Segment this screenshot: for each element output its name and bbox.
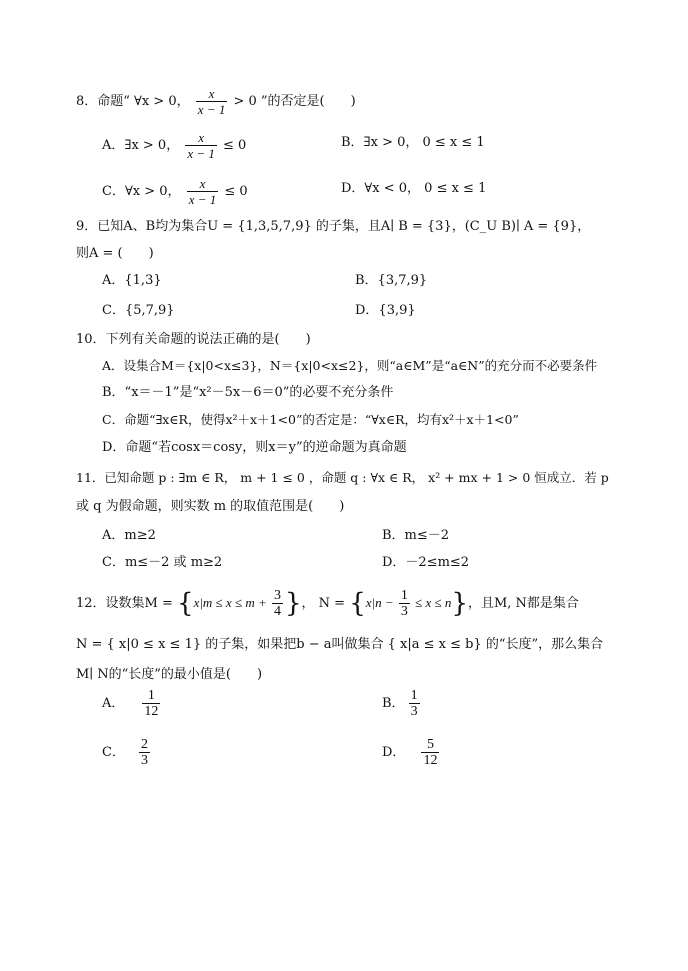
q11-stem-line1: 11．已知命题 p : ∃m ∈ R， m + 1 ≤ 0 ，命题 q : ∀x ∈ R， x² + mx + 1 > 0 恒成立．若 p [76, 470, 609, 485]
q9-option-b: B．{3,7,9} [355, 273, 428, 288]
q12-optC-label: C． [102, 745, 125, 760]
q9-option-d: D．{3,9} [355, 303, 416, 318]
q12-optA-fraction [142, 688, 160, 719]
q8-optA-pre: A．∃x > 0， [102, 138, 184, 153]
q9-stem-line2: 则A = ( ) [76, 246, 154, 261]
q8-optA-den: x − 1 [187, 146, 215, 161]
q12-N-open-brace: { [349, 588, 366, 619]
q12-stem-line2: N = { x|0 ≤ x ≤ 1} 的子集，如果把b − a叫做集合 { x|a ≤ x ≤ b} 的“长度”，那么集合 [76, 637, 604, 652]
q12-optC-num: 2 [140, 737, 148, 752]
q8-stem-post: > 0 ”的否定是( ) [229, 94, 356, 109]
q8-optC-den: x − 1 [188, 192, 217, 207]
q8-option-a [102, 130, 246, 161]
q12-option-c [102, 737, 152, 768]
q12-optD-num: 5 [421, 737, 439, 753]
q8-optC-num: x [187, 176, 219, 192]
q8-stem [76, 86, 356, 117]
q8-option-d: D．∀x < 0， 0 ≤ x ≤ 1 [341, 181, 487, 196]
q8-option-b: B．∃x > 0， 0 ≤ x ≤ 1 [341, 135, 485, 150]
q12-N-den: 3 [400, 604, 408, 619]
q9-option-a: A．{1,3} [102, 273, 162, 288]
q8-optA-num: x [185, 130, 217, 146]
q12-optC-den: 3 [140, 753, 148, 768]
q12-M-fraction [272, 588, 283, 619]
q12-optD-label: D． [382, 745, 406, 760]
q8-stem-text: 8．命题“ ∀x > 0， [76, 94, 194, 109]
q11-option-a: A．m≥2 [102, 528, 156, 543]
q8-option-c [102, 176, 248, 207]
q9-option-c: C．{5,7,9} [102, 303, 175, 318]
q12-M-open-brace: { [177, 588, 194, 619]
q12-optB-num: 1 [410, 688, 418, 703]
q11-option-b: B．m≤－2 [382, 528, 450, 543]
q11-stem-line2: 或 q 为假命题，则实数 m 的取值范围是( ) [76, 499, 345, 514]
q12-M-den: 4 [274, 604, 281, 619]
q12-optA-num: 1 [142, 688, 160, 704]
q12-stem-line1 [76, 588, 579, 619]
q12-stem-line3: M∣ N的“长度”的最小值是( ) [76, 667, 263, 682]
q12-optA-label: A． [102, 696, 125, 711]
q12-N-set-post: ≤ x ≤ n [411, 595, 452, 610]
q9-stem-line1: 9．已知A、B均为集合U = {1,3,5,7,9} 的子集，且A∣ B = {3}，(C_U B)∣ A = {9}， [76, 219, 591, 234]
q8-optC-pre: C．∀x > 0， [102, 184, 185, 199]
q12-optD-den: 12 [423, 753, 438, 768]
q8-optA-fraction [185, 130, 217, 161]
q11-option-c: C．m≤－2 或 m≥2 [102, 555, 223, 570]
q12-optB-den: 3 [410, 704, 418, 719]
q12-post: ，且M, N都是集合 [467, 596, 579, 611]
q12-optD-fraction [421, 737, 439, 768]
q12-M-num: 3 [274, 588, 281, 603]
q10-option-c: C．命题“∃x∈R，使得x²＋x＋1<0”的否定是：“∀x∈R，均有x²＋x＋1<0” [102, 412, 519, 427]
q8-optA-post: ≤ 0 [218, 138, 247, 153]
q8-frac-den: x − 1 [197, 102, 226, 117]
q10-option-b: B．“x＝－1”是“x²－5x－6＝0”的必要不充分条件 [102, 385, 394, 400]
q12-optB-fraction [409, 688, 420, 719]
q10-stem: 10．下列有关命题的说法正确的是( ) [76, 332, 311, 347]
q12-option-a [102, 688, 162, 719]
q12-optA-den: 12 [144, 704, 159, 719]
q10-option-a: A．设集合M＝{x|0<x≤3}，N＝{x|0<x≤2}，则“a∈M”是“a∈N”的充分而不必要条件 [102, 358, 598, 373]
q12-N-fraction [399, 588, 410, 619]
q12-optB-label: B． [382, 696, 405, 711]
q12-pre: 12．设数集M = [76, 596, 178, 611]
q10-option-d: D．命题“若cosx＝cosy，则x＝y”的逆命题为真命题 [102, 440, 407, 455]
q12-option-d [382, 737, 441, 768]
q12-M-close-brace: } [285, 588, 302, 619]
q11-option-d: D．－2≤m≤2 [382, 555, 470, 570]
q12-N-close-brace: } [451, 588, 468, 619]
q8-frac-num: x [196, 86, 228, 102]
q12-M-set: x|m ≤ x ≤ m + [193, 595, 270, 610]
q12-mid: ， N = [301, 596, 350, 611]
q12-N-set: x|n − [365, 595, 397, 610]
q12-N-num: 1 [400, 588, 408, 603]
q8-optC-fraction [187, 176, 219, 207]
q12-optC-fraction [139, 737, 150, 768]
q8-optC-post: ≤ 0 [220, 184, 248, 199]
q8-fraction [196, 86, 228, 117]
q12-option-b [382, 688, 422, 719]
